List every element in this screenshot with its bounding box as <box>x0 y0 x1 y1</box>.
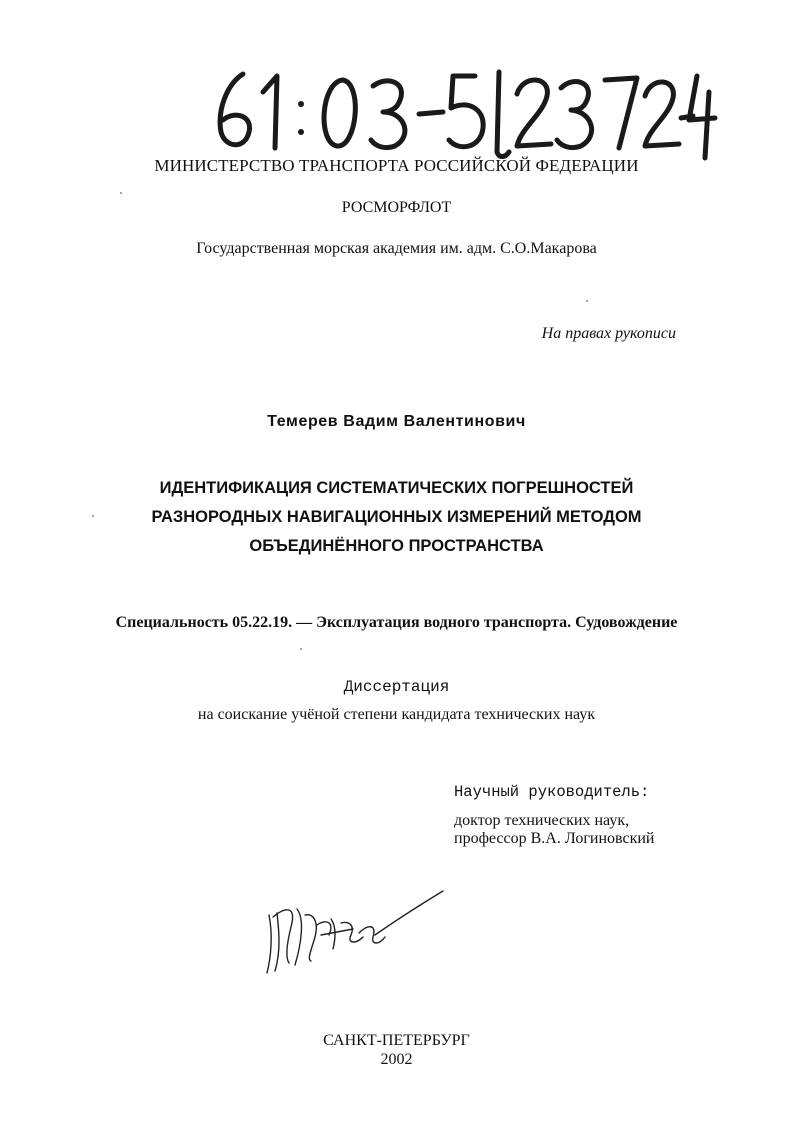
author-name: Темерев Вадим Валентинович <box>267 413 526 430</box>
signature <box>255 885 450 975</box>
scan-speck <box>300 648 302 650</box>
title-line: ОБЪЕДИНЁННОГО ПРОСТРАНСТВА <box>249 537 544 555</box>
scan-speck <box>92 515 94 517</box>
work-type: Диссертация <box>343 678 450 696</box>
dissertation-title <box>0 474 793 561</box>
agency-name: РОСМОРФЛОТ <box>341 199 452 216</box>
title-line: ИДЕНТИФИКАЦИЯ СИСТЕМАТИЧЕСКИХ ПОГРЕШНОСТЕЙ <box>159 479 634 497</box>
year: 2002 <box>380 1051 413 1068</box>
specialty-line: Специальность 05.22.19. — Эксплуатация водного транспорта. Судовождение <box>115 614 678 631</box>
manuscript-rights-note: На правах рукописи <box>541 325 676 342</box>
scan-speck <box>586 300 588 302</box>
handwritten-archive-code <box>205 62 715 162</box>
city-name: САНКТ-ПЕТЕРБУРГ <box>323 1032 470 1049</box>
advisor-degree: доктор технических наук, <box>454 812 630 829</box>
scan-speck <box>120 192 122 194</box>
title-line: РАЗНОРОДНЫХ НАВИГАЦИОННЫХ ИЗМЕРЕНИЙ МЕТОДОМ <box>151 508 642 526</box>
ministry-name: МИНИСТЕРСТВО ТРАНСПОРТА РОССИЙСКОЙ ФЕДЕРАЦИИ <box>154 156 639 175</box>
academy-name: Государственная морская академия им. адм. С.О.Макарова <box>196 240 597 257</box>
advisor-label: Научный руководитель: <box>454 783 650 801</box>
advisor-name: профессор В.А. Логиновский <box>454 830 655 847</box>
degree-line: на соискание учёной степени кандидата технических наук <box>197 706 596 723</box>
